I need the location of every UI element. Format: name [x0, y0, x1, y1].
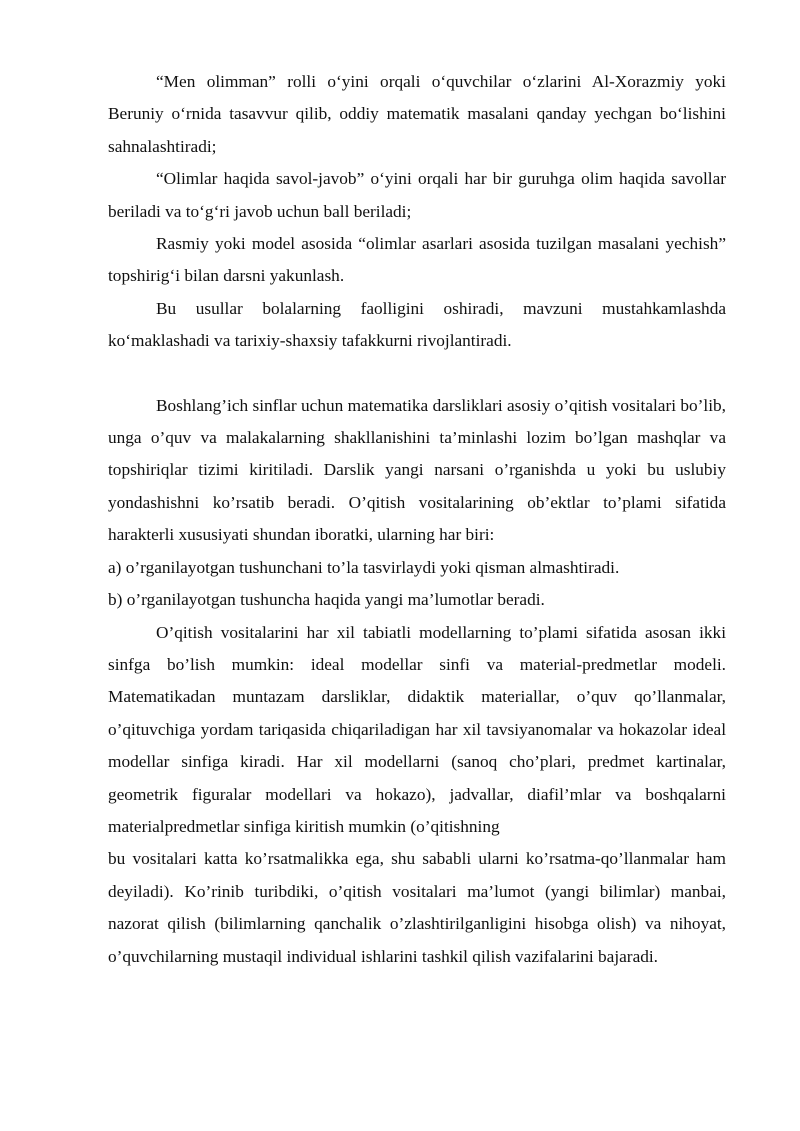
list-item-a: a) o’rganilayotgan tushunchani to’la tasvirlaydi yoki qisman almashtiradi.	[108, 557, 620, 577]
paragraph-oqitish-vositalari: O’qitish vositalarini har xil tabiatli modellarning to’plami sifatida asosan ikki sinfga bo’lish mumkin: ideal modellar sinfi va material-predmetlar modeli. Matematikadan muntazam darsliklar, didaktik materiallar, o’quv qo’llanmalar, o’qituvchiga yordam tariqasida chiqariladigan har xil tavsiyanomalar va hokazolar ideal modellar sinfiga kiradi. Har xil modellarni (sanoq cho’plari, predmet kartinalar, geometrik figuralar modellari va hokazo), jadvallar, diafil’mlar va boshqalarni materialpredmetlar sinfiga kiritish mumkin (o’qitishning	[108, 622, 726, 836]
paragraph-men-olimman: “Men olimman” rolli o‘yini orqali o‘quvchilar o‘zlarini Al-Xorazmiy yoki Beruniy o‘rnida tasavvur qilib, oddiy matematik masalani qanday yechgan bo‘lishini sahnalashtiradi;	[108, 72, 726, 156]
paragraph-conclusion: bu vositalari katta ko’rsatmalikka ega, shu sababli ularni ko’rsatma-qo’llanmalar ham deyiladi). Ko’rinib turibdiki, o’qitish vositalari ma’lumot (yangi bilimlar) manbai, nazorat qilish (bilimlarning qanchalik o’zlashtirilganligini hisobga olish) va nihoyat, o’quvchilarning mustaqil individual ishlarini tashkil qilish vazifalarini bajaradi.	[108, 849, 726, 966]
paragraph-usullar: Bu usullar bolalarning faolligini oshiradi, mavzuni mustahkamlashda ko‘maklashadi va tarixiy-shaxsiy tafakkurni rivojlantiradi.	[108, 298, 726, 351]
document-page	[108, 66, 726, 973]
paragraph-spacer	[108, 358, 726, 390]
list-item-b: b) o’rganilayotgan tushuncha haqida yangi ma’lumotlar beradi.	[108, 590, 545, 610]
paragraph-savol-javob: “Olimlar haqida savol-javob” o‘yini orqali har bir guruhga olim haqida savollar beriladi va to‘g‘ri javob uchun ball beriladi;	[108, 169, 726, 221]
paragraph-rasmiy-model: Rasmiy yoki model asosida “olimlar asarlari asosida tuzilgan masalani yechish” topshirig‘i bilan darsni yakunlash.	[108, 234, 726, 286]
paragraph-darsliklar: Boshlang’ich sinflar uchun matematika darsliklari asosiy o’qitish vositalari bo’lib, unga o’quv va malakalarning shakllanishini ta’minlashi lozim bo’lgan mashqlar va topshiriqlar tizimi kiritiladi. Darslik yangi narsani o’rganishda u yoki bu uslubiy yondashishni ko’rsatib beradi. O’qitish vositalarining ob’ektlar to’plami sifatida harakterli xususiyati shundan iboratki, ularning har biri:	[108, 395, 726, 545]
